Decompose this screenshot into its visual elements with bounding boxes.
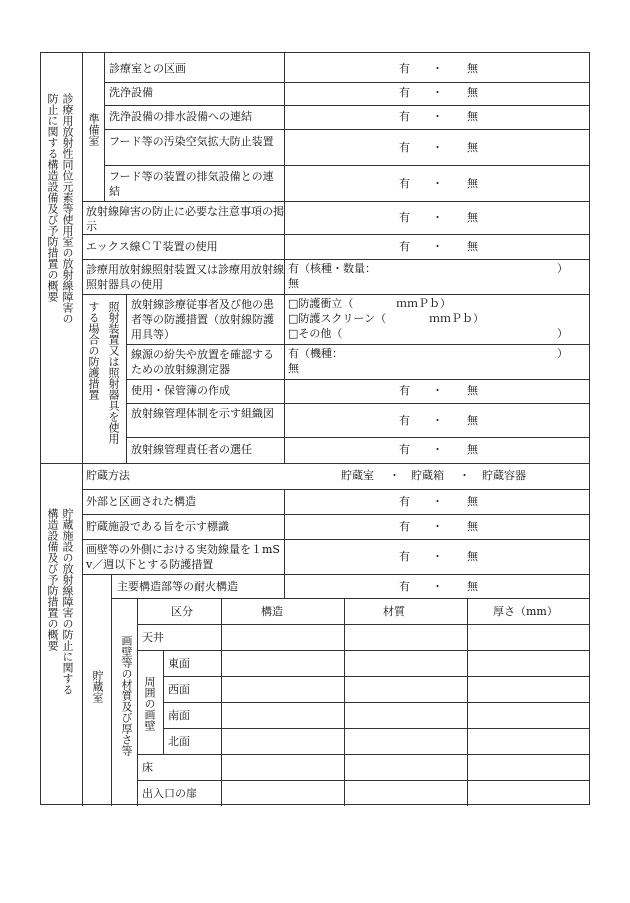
section2-title-col1: 貯蔵施設の放射線障害の防止に関する bbox=[61, 508, 74, 695]
section2-title-col2: 構造設備及び予防措置の概要 bbox=[46, 508, 59, 651]
separated-structure-label: 外部と区画された構造 bbox=[86, 495, 196, 508]
prep-row-4-label: フード等の装置の排気設備との連結 bbox=[109, 170, 274, 198]
header-category: 区分 bbox=[171, 605, 193, 618]
wall-north-label: 北面 bbox=[168, 735, 190, 748]
storage-facility-form: 診療用放射性同位元素等使用室の放射線障害の 防止に関する構造設備及び予防措置の概要 準備室 診療室との区画 洗浄設備 洗浄設備の排水設備への連結 フード等の汚染空気拡大防止装置 フード等の装置の排気設備との連結 放射線障害の防止に必要な注意事項の掲示 エックス線ＣＴ装置の使用 診療用放射線照射装置又は診療用放射線照射器具の使用 有（核種・数量： ） 無 する場合の防護措置 照射装置又は照射器具を使用 放射線診療従事者及び他の患者等の防護措置（放射線防護用具等） □防護衝立（ ｍｍＰｂ） □防護スクリーン（ ｍｍＰｂ） □その他（ ） 線源の紛失や放置を確認するための放射線測定器 有（機種： ） 無 使用・保管簿の作成 放射線管理体制を示す組織図 放射線管理責任者の選任 有 ・ 無 有 ・ 無 有 ・ 無 有 ・ 無 有 ・ 無 有 ・ 無 有 ・ 無 有 ・ 無 有 ・ 無 有 ・ 無 貯蔵施設の放射線障害の防止に関する 構造設備及び予防措置の概要 貯蔵方法 貯蔵室 ・ 貯蔵箱 ・ 貯蔵容器 外部と区画された構造 貯蔵施設である旨を示す標識 画壁等の外側における実効線量を１mSv／週以下とする防護措置 有 ・ 無 有 ・ 無 有 ・ 無 貯蔵室 主要構造部等の耐火構造 有 ・ 無 画壁等の材質及び厚さ等 区分 構造 材質 厚さ（mm） 天井 周囲の画壁 東面 西面 南面 北面 床 出入口の扉 bbox=[40, 52, 590, 805]
surround-walls-label: 周囲の画壁 bbox=[143, 676, 156, 731]
ceiling-label: 天井 bbox=[142, 631, 164, 644]
wall-west-label: 西面 bbox=[168, 683, 190, 696]
irradiator-no-option[interactable]: 無 bbox=[288, 277, 299, 290]
org-chart-label: 放射線管理体制を示す組織図 bbox=[131, 407, 274, 420]
wall-east-label: 東面 bbox=[168, 657, 190, 670]
protect-label: 放射線診療従事者及び他の患者等の防護措置（放射線防護用具等） bbox=[131, 298, 274, 341]
storage-method-label: 貯蔵方法 bbox=[86, 469, 130, 482]
header-material: 材質 bbox=[383, 605, 405, 618]
manager-label: 放射線管理責任者の選任 bbox=[131, 443, 252, 456]
protect-option-screen-unit: ｍｍＰｂ） bbox=[429, 312, 484, 325]
header-thickness: 厚さ（mm） bbox=[493, 605, 558, 618]
protect-sub-label-col1: する場合の防護措置 bbox=[87, 301, 100, 400]
meter-no-option[interactable]: 無 bbox=[288, 362, 299, 375]
protect-option-screen-stand[interactable]: □防護衝立（ bbox=[288, 297, 354, 310]
prep-row-2-label: 洗浄設備の排水設備への連結 bbox=[109, 110, 252, 123]
storage-room-label: 貯蔵室 bbox=[91, 670, 104, 703]
protect-option-other[interactable]: □その他（ bbox=[288, 327, 343, 340]
section1-title-col2: 防止に関する構造設備及び予防措置の概要 bbox=[46, 93, 59, 302]
notice-label: 放射線障害の防止に必要な注意事項の掲示 bbox=[86, 205, 284, 233]
logbook-label: 使用・保管簿の作成 bbox=[131, 384, 230, 397]
prep-room-label: 準備室 bbox=[87, 113, 100, 146]
section1-title-col1: 診療用放射性同位元素等使用室の放射線障害の bbox=[61, 93, 74, 324]
irradiator-close: ） bbox=[557, 262, 568, 275]
meter-yes-option[interactable]: 有（機種： bbox=[288, 347, 343, 360]
prep-row-1-label: 洗浄設備 bbox=[109, 86, 153, 99]
protect-option-other-close: ） bbox=[557, 327, 568, 340]
prep-row-0-label: 診療室との区画 bbox=[109, 62, 186, 75]
floor-label: 床 bbox=[142, 761, 153, 774]
meter-label: 線源の紛失や放置を確認するための放射線測定器 bbox=[131, 348, 274, 376]
protect-option-screen-stand-unit: ｍｍＰｂ） bbox=[396, 297, 451, 310]
facility-sign-label: 貯蔵施設である旨を示す標識 bbox=[86, 520, 229, 533]
protect-sub-label-col2: 照射装置又は照射器具を使用 bbox=[107, 301, 120, 444]
header-structure: 構造 bbox=[261, 605, 283, 618]
door-label: 出入口の扉 bbox=[142, 787, 197, 800]
fireproof-label: 主要構造部等の耐火構造 bbox=[117, 580, 238, 593]
dose-protection-label: 画壁等の外側における実効線量を１mSv／週以下とする防護措置 bbox=[86, 543, 280, 571]
irradiator-yes-option[interactable]: 有（核種・数量： bbox=[288, 262, 376, 275]
protect-option-screen[interactable]: □防護スクリーン（ bbox=[288, 312, 387, 325]
prep-row-3-label: フード等の汚染空気拡大防止装置 bbox=[109, 135, 274, 148]
irradiator-label: 診療用放射線照射装置又は診療用放射線照射器具の使用 bbox=[86, 263, 284, 291]
wall-materials-label: 画壁等の材質及び厚さ等 bbox=[120, 635, 133, 756]
ct-label: エックス線ＣＴ装置の使用 bbox=[86, 240, 218, 253]
meter-close: ） bbox=[557, 347, 568, 360]
wall-south-label: 南面 bbox=[168, 709, 190, 722]
